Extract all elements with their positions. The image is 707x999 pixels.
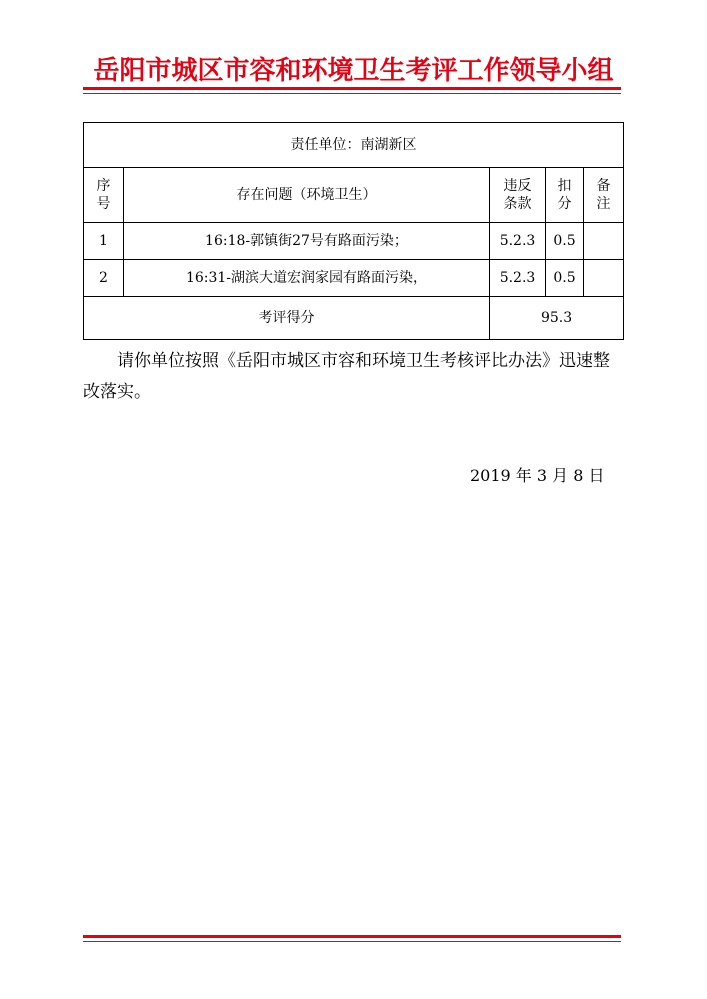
row-issue: 16:18-郭镇街27号有路面污染； <box>124 223 490 260</box>
row-remark <box>584 223 624 260</box>
table-row <box>84 260 624 297</box>
header-title: 岳阳市城区市容和环境卫生考评工作领导小组 <box>93 56 614 86</box>
inspection-table <box>83 122 624 340</box>
col-remark-header: 备 注 <box>584 168 624 223</box>
responsible-unit-row <box>84 123 624 168</box>
header-rule-thick <box>83 87 621 90</box>
col-deduction-header: 扣 分 <box>546 168 584 223</box>
row-clause: 5.2.3 <box>490 223 546 260</box>
header-row <box>84 168 624 223</box>
notice-text: 请你单位按照《岳阳市城区市容和环境卫生考核评比办法》迅速整改落实。 <box>83 351 610 402</box>
row-clause: 5.2.3 <box>490 260 546 297</box>
col-clause-header: 违反 条款 <box>490 168 546 223</box>
responsible-unit: 责任单位：南湖新区 <box>84 123 624 168</box>
footer-rule-thin <box>83 941 621 942</box>
table-row <box>84 223 624 260</box>
header-rule-thin <box>83 93 621 94</box>
col-issue-header: 存在问题（环境卫生） <box>124 168 490 223</box>
row-index: 1 <box>84 223 124 260</box>
col-index-header: 序 号 <box>84 168 124 223</box>
row-deduction: 0.5 <box>546 260 584 297</box>
score-value: 95.3 <box>490 297 624 340</box>
row-deduction: 0.5 <box>546 223 584 260</box>
issue-date: 2019 年 3 月 8 日 <box>470 466 605 485</box>
score-label: 考评得分 <box>84 297 490 340</box>
row-issue: 16:31-湖滨大道宏润家园有路面污染， <box>124 260 490 297</box>
score-row <box>84 297 624 340</box>
footer-rule-thick <box>83 935 621 938</box>
row-remark <box>584 260 624 297</box>
row-index: 2 <box>84 260 124 297</box>
